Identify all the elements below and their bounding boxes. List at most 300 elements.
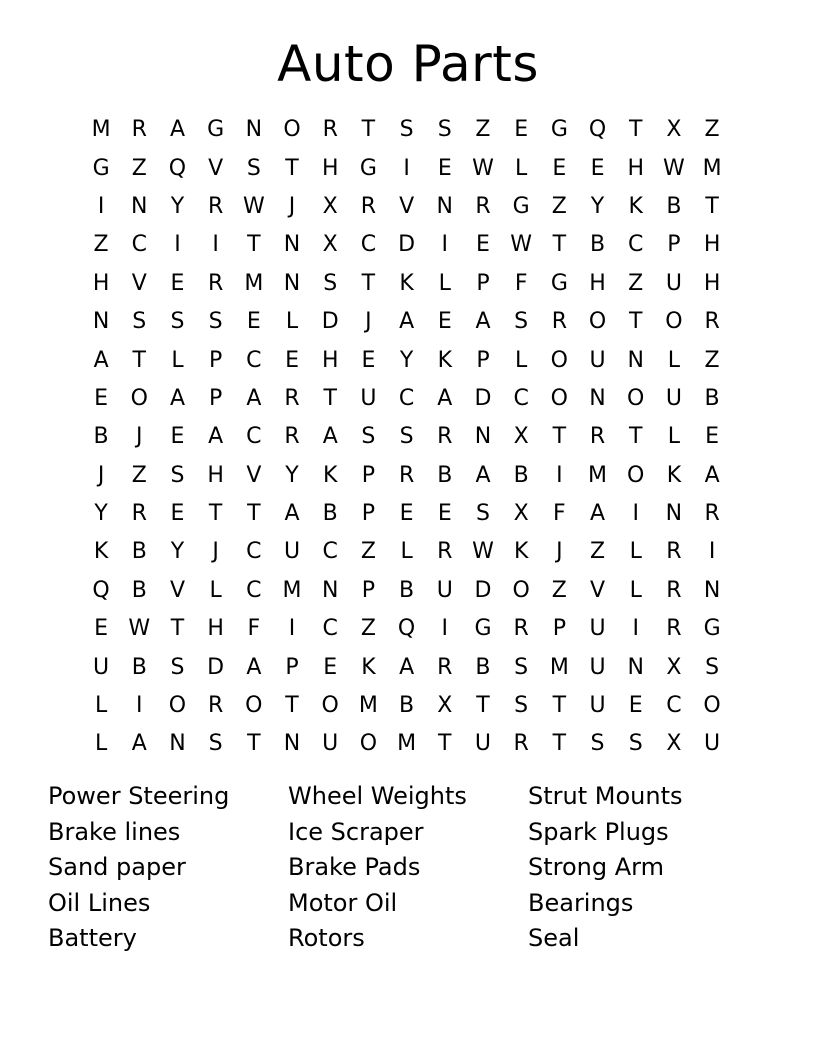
grid-cell[interactable]: C [246,347,262,373]
grid-cell[interactable]: O [703,693,721,719]
grid-cell[interactable]: Q [168,155,187,181]
grid-cell[interactable]: T [285,155,299,181]
grid-cell[interactable]: P [285,654,299,680]
grid-cell[interactable]: X [513,424,529,450]
grid-cell[interactable]: U [474,731,492,757]
grid-cell[interactable]: X [666,654,682,680]
grid-cell[interactable]: C [666,693,682,719]
grid-cell[interactable]: G [512,193,530,219]
grid-cell[interactable]: Z [475,117,491,143]
grid-cell[interactable]: C [246,539,262,565]
grid-row [82,457,732,495]
grid-cell[interactable]: U [93,654,110,680]
grid-cell[interactable]: Y [170,193,185,219]
grid-cell[interactable]: E [94,616,109,642]
grid-cell[interactable]: R [666,577,682,603]
grid-cell[interactable]: O [588,309,607,335]
grid-cell[interactable]: O [359,731,378,757]
grid-cell[interactable]: L [515,155,528,181]
grid-cell[interactable]: C [131,232,147,258]
grid-cell[interactable]: E [285,347,299,373]
grid-cell[interactable]: S [208,731,223,757]
grid-cell[interactable]: O [627,462,645,488]
grid-cell[interactable]: B [399,577,415,603]
grid-cell[interactable]: T [628,424,643,450]
grid-cell[interactable]: G [92,155,110,181]
grid-cell[interactable]: I [97,193,105,219]
grid-cell[interactable]: Z [704,117,720,143]
grid-cell[interactable]: A [284,501,300,527]
grid-cell[interactable]: E [361,347,376,373]
grid-cell[interactable]: N [627,347,644,373]
grid-cell[interactable]: B [704,385,720,411]
grid-cell[interactable]: Z [628,270,644,296]
grid-cell[interactable]: R [284,424,300,450]
grid-cell[interactable]: Z [704,347,720,373]
grid-row [82,533,732,571]
grid-cell[interactable]: T [132,347,146,373]
grid-cell[interactable]: B [513,462,529,488]
grid-cell[interactable]: V [246,462,262,488]
grid-cell[interactable]: R [666,539,682,565]
grid-cell[interactable]: G [550,117,568,143]
grid-cell[interactable]: I [403,155,410,181]
grid-row [82,687,732,725]
grid-cell[interactable]: M [358,693,378,719]
grid-cell[interactable]: T [170,616,185,642]
grid-cell[interactable]: U [589,654,606,680]
grid-cell[interactable]: R [131,117,147,143]
grid-cell[interactable]: M [549,654,569,680]
grid-cell[interactable]: H [207,616,224,642]
grid-cell[interactable]: A [208,424,224,450]
grid-cell[interactable]: R [284,385,300,411]
grid-cell[interactable]: V [208,155,224,181]
grid-cell[interactable]: E [246,309,261,335]
grid-cell[interactable]: O [627,385,645,411]
grid-cell[interactable]: X [322,232,338,258]
grid-cell[interactable]: P [361,462,376,488]
grid-cell[interactable]: I [632,501,639,527]
grid-cell[interactable]: T [552,693,567,719]
grid-cell[interactable]: Z [131,155,147,181]
grid-cell[interactable]: B [666,193,682,219]
grid-cell[interactable]: N [474,424,492,450]
grid-cell[interactable]: S [399,424,414,450]
grid-cell[interactable]: I [174,232,181,258]
grid-cell[interactable]: S [628,731,643,757]
grid-cell[interactable]: G [703,616,721,642]
grid-cell[interactable]: R [475,193,491,219]
grid-cell[interactable]: K [513,539,529,565]
grid-cell[interactable]: I [556,462,563,488]
grid-cell[interactable]: S [361,424,376,450]
grid-cell[interactable]: O [512,577,530,603]
grid-cell[interactable]: C [360,232,377,258]
grid-cell[interactable]: M [588,462,608,488]
grid-cell[interactable]: E [399,501,414,527]
grid-cell[interactable]: U [360,385,377,411]
grid-cell[interactable]: I [136,693,143,719]
grid-cell[interactable]: T [323,385,337,411]
grid-cell[interactable]: A [704,462,720,488]
grid-cell[interactable]: N [627,654,644,680]
grid-cell[interactable]: Y [170,539,185,565]
grid-cell[interactable]: O [130,385,148,411]
grid-cell[interactable]: A [322,424,338,450]
grid-cell[interactable]: N [283,270,301,296]
grid-cell[interactable]: T [552,424,567,450]
word-list-item: Oil Lines [48,888,151,917]
grid-cell[interactable]: U [589,693,606,719]
grid-cell[interactable]: U [589,616,606,642]
grid-cell[interactable]: X [666,731,682,757]
grid-cell[interactable]: S [705,654,720,680]
grid-cell[interactable]: V [399,193,415,219]
grid-cell[interactable]: S [170,654,185,680]
grid-cell[interactable]: J [365,309,372,335]
grid-cell[interactable]: D [398,232,416,258]
grid-cell[interactable]: A [475,462,491,488]
grid-cell[interactable]: B [589,232,606,258]
grid-cell[interactable]: L [171,347,184,373]
grid-cell[interactable]: K [628,193,643,219]
grid-cell[interactable]: S [437,117,452,143]
grid-cell[interactable]: X [666,117,682,143]
grid-cell[interactable]: E [437,309,452,335]
grid-cell[interactable]: N [283,232,301,258]
grid-cell[interactable]: L [400,539,413,565]
grid-cell[interactable]: T [361,117,376,143]
grid-cell[interactable]: J [97,462,105,488]
grid-cell[interactable]: H [589,270,606,296]
grid-cell[interactable]: Z [551,577,567,603]
grid-cell[interactable]: S [323,270,338,296]
grid-cell[interactable]: H [207,462,224,488]
grid-cell[interactable]: E [514,117,529,143]
grid-cell[interactable]: X [437,693,453,719]
grid-cell[interactable]: R [398,462,415,488]
grid-cell[interactable]: S [399,117,414,143]
grid-cell[interactable]: T [552,731,567,757]
grid-cell[interactable]: S [246,155,261,181]
grid-cell[interactable]: R [322,117,338,143]
grid-cell[interactable]: R [437,424,453,450]
grid-cell[interactable]: G [550,270,568,296]
grid-cell[interactable]: B [437,462,453,488]
grid-cell[interactable]: A [246,654,262,680]
grid-cell[interactable]: S [132,309,147,335]
grid-cell[interactable]: P [667,232,681,258]
grid-cell[interactable]: F [514,270,528,296]
grid-cell[interactable]: R [131,501,147,527]
grid-cell[interactable]: U [665,385,682,411]
grid-cell[interactable]: S [170,309,185,335]
grid-cell[interactable]: I [441,616,449,642]
grid-cell[interactable]: S [514,654,529,680]
grid-cell[interactable]: B [475,654,491,680]
grid-cell[interactable]: D [321,309,339,335]
grid-cell[interactable]: E [590,155,605,181]
grid-cell[interactable]: R [360,193,377,219]
grid-cell[interactable]: A [246,385,262,411]
grid-cell[interactable]: T [208,501,223,527]
grid-cell[interactable]: K [93,539,109,565]
grid-cell[interactable]: D [474,577,492,603]
grid-cell[interactable]: T [705,193,719,219]
word-list-column [288,779,528,957]
grid-cell[interactable]: Q [397,616,416,642]
grid-cell[interactable]: C [246,424,262,450]
grid-cell[interactable]: U [436,577,453,603]
grid-cell[interactable]: Q [92,577,110,603]
grid-cell[interactable]: H [627,155,644,181]
grid-cell[interactable]: Q [588,117,607,143]
grid-cell[interactable]: J [212,539,219,565]
grid-cell[interactable]: A [590,501,606,527]
grid-cell[interactable]: A [169,385,185,411]
grid-cell[interactable]: F [553,501,566,527]
grid-cell[interactable]: R [589,424,606,450]
grid-cell[interactable]: Y [399,347,414,373]
grid-cell[interactable]: Y [94,501,108,527]
grid-cell[interactable]: I [212,232,219,258]
grid-cell[interactable]: L [515,347,528,373]
grid-cell[interactable]: S [475,501,490,527]
grid-cell[interactable]: I [441,232,449,258]
grid-cell[interactable]: E [476,232,490,258]
grid-cell[interactable]: J [136,424,143,450]
grid-cell[interactable]: N [589,385,606,411]
grid-cell[interactable]: A [399,309,415,335]
grid-cell[interactable]: U [704,731,721,757]
grid-cell[interactable]: L [285,309,299,335]
grid-cell[interactable]: T [628,117,643,143]
grid-cell[interactable]: M [702,155,722,181]
grid-cell[interactable]: K [323,462,338,488]
grid-cell[interactable]: M [91,117,111,143]
grid-cell[interactable]: E [323,654,338,680]
grid-cell[interactable]: S [514,309,529,335]
grid-cell[interactable]: N [245,117,263,143]
grid-cell[interactable]: L [629,539,642,565]
grid-cell[interactable]: Z [131,462,147,488]
grid-cell[interactable]: L [667,424,681,450]
grid-cell[interactable]: N [321,577,339,603]
grid-cell[interactable]: W [128,616,151,642]
grid-cell[interactable]: R [666,616,682,642]
grid-cell[interactable]: F [247,616,261,642]
grid-cell[interactable]: H [321,347,339,373]
grid-cell[interactable]: B [399,693,415,719]
grid-cell[interactable]: A [131,731,147,757]
grid-cell[interactable]: U [589,347,606,373]
grid-cell[interactable]: A [169,117,185,143]
grid-cell[interactable]: P [476,347,490,373]
grid-cell[interactable]: E [628,693,643,719]
grid-cell[interactable]: O [550,385,568,411]
grid-cell[interactable]: C [398,385,415,411]
grid-cell[interactable]: T [247,731,261,757]
grid-cell[interactable]: Z [360,539,376,565]
grid-cell[interactable]: C [513,385,529,411]
grid-cell[interactable]: O [168,693,187,719]
grid-cell[interactable]: E [170,501,185,527]
grid-cell[interactable]: T [285,693,299,719]
grid-cell[interactable]: J [288,193,296,219]
grid-cell[interactable]: O [321,693,339,719]
grid-cell[interactable]: O [283,117,301,143]
grid-cell[interactable]: B [131,654,147,680]
grid-cell[interactable]: B [131,577,147,603]
grid-cell[interactable]: T [247,501,261,527]
grid-cell[interactable]: N [131,193,148,219]
grid-cell[interactable]: D [474,385,492,411]
grid-cell[interactable]: T [552,232,567,258]
grid-cell[interactable]: B [322,501,338,527]
grid-cell[interactable]: R [513,731,529,757]
grid-cell[interactable]: T [476,693,490,719]
grid-cell[interactable]: P [209,347,223,373]
grid-cell[interactable]: K [399,270,414,296]
grid-cell[interactable]: Z [551,193,567,219]
grid-cell[interactable]: Z [93,232,109,258]
grid-cell[interactable]: L [209,577,222,603]
grid-cell[interactable]: E [437,155,452,181]
grid-cell[interactable]: S [514,693,529,719]
grid-cell[interactable]: J [556,539,563,565]
grid-cell[interactable]: V [131,270,147,296]
grid-cell[interactable]: O [550,347,568,373]
grid-cell[interactable]: W [472,539,494,565]
grid-cell[interactable]: P [552,616,566,642]
grid-cell[interactable]: Z [589,539,606,565]
grid-cell[interactable]: X [322,193,338,219]
grid-cell[interactable]: E [170,424,185,450]
grid-cell[interactable]: V [590,577,606,603]
grid-cell[interactable]: Y [590,193,605,219]
grid-cell[interactable]: R [208,693,224,719]
grid-cell[interactable]: N [92,309,110,335]
grid-cell[interactable]: U [322,731,339,757]
grid-cell[interactable]: D [207,654,225,680]
grid-cell[interactable]: N [665,501,683,527]
grid-cell[interactable]: L [94,693,108,719]
grid-cell[interactable]: O [665,309,683,335]
grid-cell[interactable]: R [208,193,224,219]
grid-cell[interactable]: G [359,155,377,181]
grid-cell[interactable]: E [437,501,452,527]
grid-cell[interactable]: W [242,193,265,219]
puzzle-title: Auto Parts [277,35,539,93]
grid-cell[interactable]: I [708,539,716,565]
grid-cell[interactable]: G [207,117,225,143]
grid-cell[interactable]: I [288,616,296,642]
grid-cell[interactable]: A [399,654,415,680]
grid-row [82,725,732,763]
grid-cell[interactable]: E [94,385,109,411]
grid-cell[interactable]: E [552,155,567,181]
grid-cell[interactable]: U [283,539,301,565]
grid-cell[interactable]: P [361,577,376,603]
grid-cell[interactable]: R [437,654,453,680]
grid-cell[interactable]: R [704,309,720,335]
grid-cell[interactable]: L [667,347,681,373]
grid-cell[interactable]: L [438,270,451,296]
grid-cell[interactable]: S [170,462,185,488]
word-list-item: Bearings [528,888,634,917]
grid-cell[interactable]: A [437,385,453,411]
grid-cell[interactable]: V [169,577,185,603]
grid-cell[interactable]: U [665,270,682,296]
grid-cell[interactable]: C [246,577,262,603]
grid-cell[interactable]: K [437,347,452,373]
grid-cell[interactable]: W [472,155,494,181]
grid-cell[interactable]: H [703,270,721,296]
grid-cell[interactable]: Y [285,462,299,488]
grid-cell[interactable]: T [438,731,452,757]
grid-cell[interactable]: O [245,693,263,719]
grid-row [82,610,732,648]
grid-cell[interactable]: W [663,155,685,181]
grid-cell[interactable]: N [283,731,301,757]
grid-cell[interactable]: L [94,731,108,757]
grid-cell[interactable]: R [208,270,224,296]
grid-cell[interactable]: R [513,616,529,642]
grid-cell[interactable]: E [705,424,720,450]
grid-cell[interactable]: P [209,385,223,411]
grid-cell[interactable]: R [551,309,567,335]
grid-cell[interactable]: M [397,731,417,757]
grid-cell[interactable]: B [131,539,147,565]
grid-cell[interactable]: M [244,270,264,296]
grid-cell[interactable]: N [169,731,186,757]
grid-cell[interactable]: T [247,232,261,258]
word-list-item: Power Steering [48,782,230,810]
grid-cell[interactable]: S [208,309,223,335]
grid-cell[interactable]: C [322,539,338,565]
grid-cell[interactable]: K [361,654,376,680]
grid-cell[interactable]: N [436,193,454,219]
grid-cell[interactable]: Z [360,616,376,642]
grid-cell[interactable]: P [476,270,490,296]
grid-cell[interactable]: N [703,577,721,603]
grid-cell[interactable]: A [93,347,109,373]
grid-cell[interactable]: H [92,270,110,296]
grid-cell[interactable]: A [475,309,491,335]
word-list-item: Brake Pads [288,853,421,882]
grid-cell[interactable]: H [703,232,721,258]
grid-cell[interactable]: T [628,309,643,335]
grid-cell[interactable]: I [632,616,639,642]
grid-cell[interactable]: B [93,424,109,450]
grid-cell[interactable]: G [474,616,492,642]
grid-cell[interactable]: R [704,501,720,527]
grid-cell[interactable]: M [282,577,302,603]
grid-cell[interactable]: E [170,270,185,296]
grid-cell[interactable]: C [322,616,338,642]
grid-cell[interactable]: K [666,462,682,488]
grid-cell[interactable]: X [513,501,529,527]
grid-cell[interactable]: R [437,539,453,565]
grid-cell[interactable]: T [361,270,376,296]
grid-cell[interactable]: P [361,501,376,527]
grid-cell[interactable]: C [628,232,644,258]
grid-cell[interactable]: W [510,232,533,258]
grid-cell[interactable]: S [590,731,605,757]
grid-cell[interactable]: L [629,577,642,603]
grid-cell[interactable]: H [321,155,339,181]
